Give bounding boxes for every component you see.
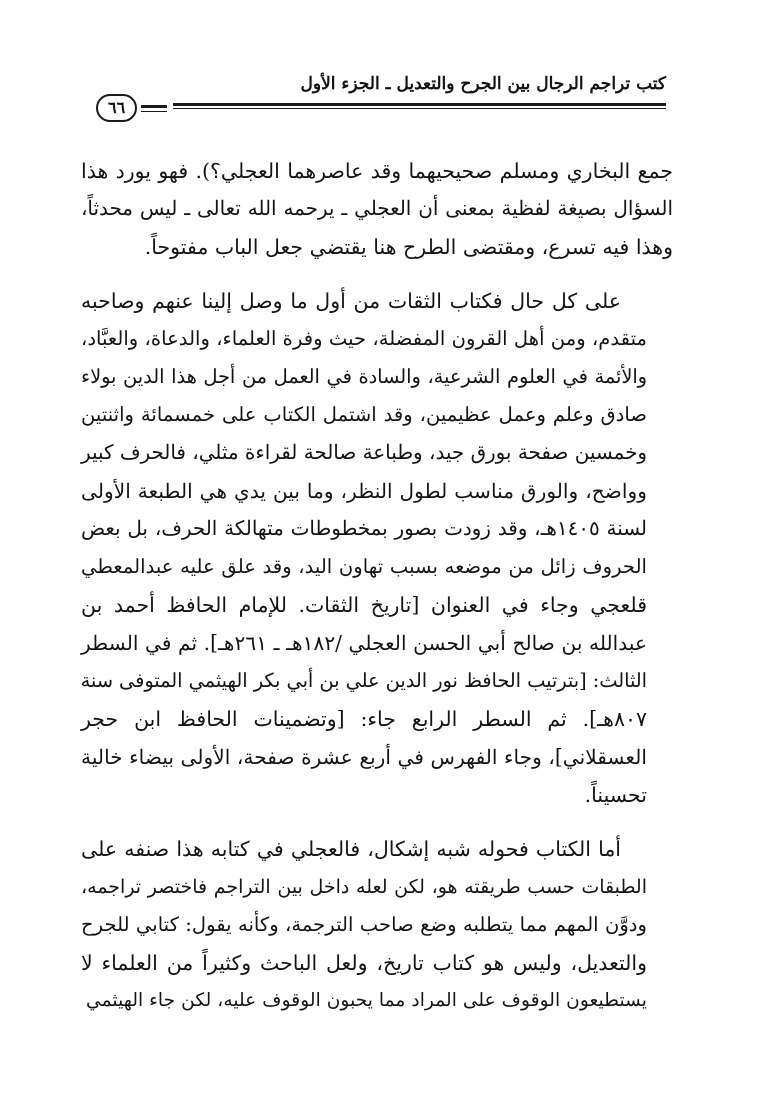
text-line: والأئمة في العلوم الشرعية، والسادة في العمل من أجل هذا الدين بولاء [81,365,647,388]
paragraph [81,282,673,814]
page-number-dash [141,105,167,112]
page-number: ٦٦ [96,94,137,122]
text-line: وهذا فيه تسرع، ومقتضى الطرح هنا يقتضي جعل الباب مفتوحاً. [144,235,673,259]
text-line: السؤال بصيغة لفظية بمعنى أن العجلي ـ يرحمه الله تعالى ـ ليس محدثاً، [81,197,673,220]
running-title: كتب تراجم الرجال بين الجرح والتعديل ـ الجزء الأول [300,74,666,94]
text-line: الطبقات حسب طريقته هو، لكن لعله داخل بين التراجم فاختصر تراجمه، [81,876,647,898]
text-line: وخمسين صفحة بورق جيد، وطباعة صالحة لقراءة مثلي، فالحرف كبير [81,441,647,464]
body-text [81,152,673,1036]
text-line: تحسيناً. [584,783,647,807]
paragraph [81,152,673,266]
text-line: ٨٠٧هـ]. ثم السطر الرابع جاء: [وتضمينات الحافظ ابن حجر [81,707,647,731]
text-line: الثالث: [بترتيب الحافظ نور الدين علي بن أبي بكر الهيثمي المتوفى سنة [80,669,647,692]
text-line: متقدم، ومن أهل القرون المفضلة، حيث وفرة العلماء، والدعاة، والعبَّاد، [81,327,647,350]
text-line: جمع البخاري ومسلم صحيحيهما وقد عاصرهما العجلي؟). فهو يورد هذا [81,159,673,183]
page-number-ornament [96,94,173,122]
text-line: لسنة ١٤٠٥هـ، وقد زودت بصور بمخطوطات متهالكة الحرف، بل بعض [81,517,647,540]
paragraph [81,830,673,1020]
text-line: صادق وعلم وعمل عظيمين، وقد اشتمل الكتاب على خمسمائة واثنتين [81,403,647,426]
text-line: يستطيعون الوقوف على المراد مما يحبون الوقوف عليه، لكن جاء الهيثمي [86,990,647,1011]
text-line: على كل حال فكتاب الثقات من أول ما وصل إلينا عنهم وصاحبه [81,289,621,313]
text-line: وواضح، والورق مناسب لطول النظر، وما بين يدي هي الطبعة الأولى [81,479,647,503]
text-line: والتعديل، وليس هو كتاب تاريخ، ولعل الباحث وكثيراً من العلماء لا [81,951,647,975]
text-line: قلعجي وجاء في العنوان [تاريخ الثقات. للإمام الحافظ أحمد بن [81,593,647,617]
text-line: أما الكتاب فحوله شبه إشكال، فالعجلي في كتابه هذا صنفه على [81,837,621,861]
text-line: ودوَّن المهم مما يتطلبه وضع صاحب الترجمة، وكأنه يقول: كتابي للجرح [81,913,647,936]
text-line: عبدالله بن صالح أبي الحسن العجلي /١٨٢هـ ـ ٢٦١هـ]. ثم في السطر [81,631,648,655]
header-rule-thick [96,103,666,106]
running-header [96,74,666,128]
header-rule-thin [96,108,666,109]
text-line: الحروف زائل من موضعه بسبب تهاون اليد، وقد علق عليه عبدالمعطي [81,555,647,578]
text-line: العسقلاني]، وجاء الفهرس في أربع عشرة صفحة، الأولى بيضاء خالية [81,745,647,769]
